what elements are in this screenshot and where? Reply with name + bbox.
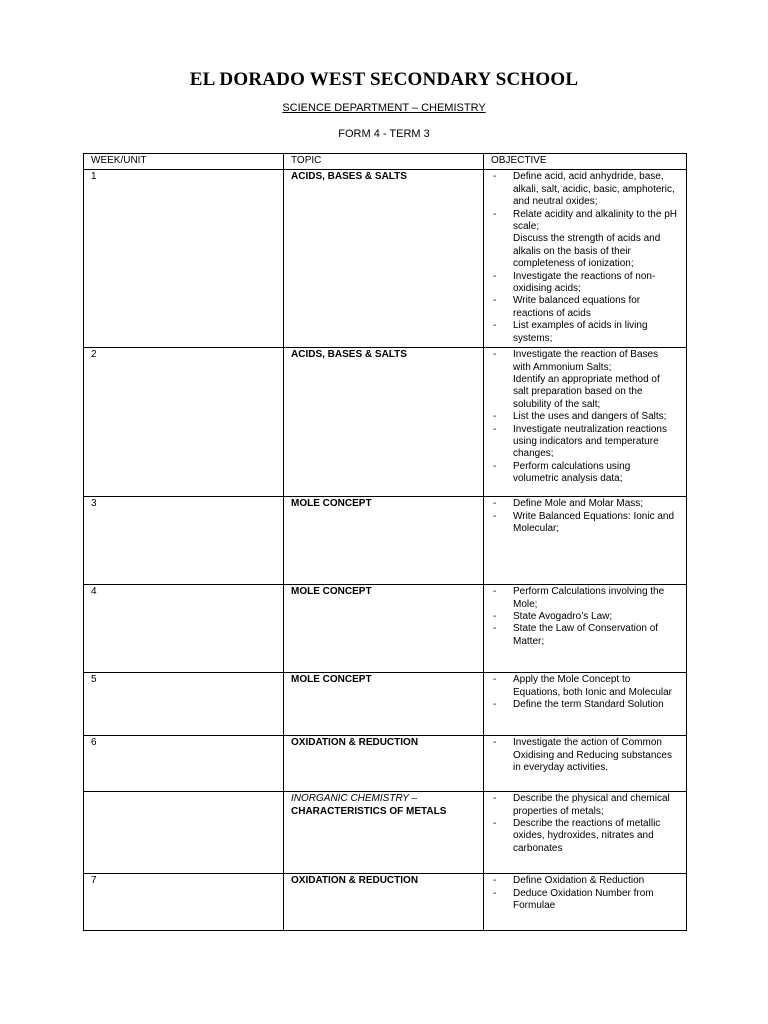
topic-cell: [284, 585, 484, 673]
dash-bullet-icon: -: [493, 887, 497, 899]
topic-label: ACIDS, BASES & SALTS: [291, 171, 407, 183]
objective-item: [491, 374, 679, 411]
dash-bullet-icon: -: [493, 349, 497, 361]
objective-text: Deduce Oxidation Number from Formulae: [513, 887, 654, 911]
objective-text: Define acid, acid anhydride, base, alkali, salt, acidic, basic, amphoteric, and neutral oxides;: [513, 171, 675, 208]
objective-text: Define Mole and Molar Mass;: [513, 498, 644, 510]
objective-cell: [484, 673, 687, 736]
objective-list: [491, 737, 679, 774]
dash-bullet-icon: -: [493, 498, 497, 510]
week-cell: 7: [84, 874, 284, 931]
department-title: SCIENCE DEPARTMENT – CHEMISTRY: [282, 102, 486, 114]
objective-item: [491, 623, 679, 648]
objective-item: [491, 511, 679, 536]
topic-label: MOLE CONCEPT: [291, 674, 372, 686]
dash-bullet-icon: -: [493, 423, 497, 435]
dash-bullet-icon: -: [493, 875, 497, 887]
objective-item: [491, 586, 679, 611]
topic-cell: [284, 874, 484, 931]
objective-text: Write Balanced Equations: Ionic and Molecular;: [513, 510, 675, 534]
objective-text: State Avogadro’s Law;: [513, 610, 613, 622]
objective-text: List the uses and dangers of Salts;: [513, 411, 667, 423]
objective-item: [491, 699, 679, 711]
objective-item: [491, 875, 679, 887]
objective-text: Apply the Mole Concept to Equations, both Ionic and Molecular: [513, 674, 672, 698]
dash-bullet-icon: -: [493, 460, 497, 472]
objective-cell: [484, 348, 687, 497]
dash-bullet-icon: -: [493, 817, 497, 829]
objective-list: [491, 674, 679, 711]
objective-item: [491, 498, 679, 510]
objective-text: Investigate the reactions of non-oxidising acids;: [513, 270, 656, 295]
week-cell: 5: [84, 673, 284, 736]
objective-item: [491, 209, 679, 234]
dash-bullet-icon: -: [493, 586, 497, 598]
week-cell: 2: [84, 348, 284, 497]
topic-label: OXIDATION & REDUCTION: [291, 737, 419, 749]
objective-item: [491, 461, 679, 486]
objective-text: Define the term Standard Solution: [513, 698, 664, 710]
dash-bullet-icon: -: [493, 674, 497, 686]
table-row: [84, 170, 687, 348]
objective-text: Describe the physical and chemical properties of metals;: [513, 793, 670, 817]
objective-text: List examples of acids in living systems;: [513, 320, 648, 344]
objective-text: Investigate the reaction of Bases with Ammonium Salts;: [513, 349, 659, 373]
topic-label: ACIDS, BASES & SALTS: [291, 349, 407, 361]
table-row: [84, 673, 687, 736]
week-cell: 3: [84, 497, 284, 585]
objective-item: [491, 233, 679, 270]
topic-label: MOLE CONCEPT: [291, 498, 372, 510]
column-header-week: WEEK/UNIT: [84, 154, 284, 170]
objective-item: [491, 411, 679, 423]
topic-cell: [284, 348, 484, 497]
objective-list: [491, 586, 679, 648]
objective-text: Investigate neutralization reactions using indicators and temperature changes;: [513, 423, 667, 460]
topic-cell: [284, 736, 484, 792]
topic-cell: [284, 170, 484, 348]
dash-bullet-icon: -: [493, 411, 497, 423]
objective-cell: [484, 736, 687, 792]
objective-text: Investigate the action of Common Oxidising and Reducing substances in everyday activities.: [513, 737, 672, 773]
topic-category-label: INORGANIC CHEMISTRY –: [291, 793, 418, 805]
objective-item: [491, 320, 679, 345]
objective-item: [491, 271, 679, 296]
dash-bullet-icon: -: [493, 320, 497, 332]
objective-item: [491, 349, 679, 374]
objective-cell: [484, 170, 687, 348]
objective-item: [491, 818, 679, 855]
topic-label: OXIDATION & REDUCTION: [291, 875, 419, 887]
objective-text: Write balanced equations for reactions of acids: [513, 295, 641, 319]
column-header-topic: TOPIC: [284, 154, 484, 170]
objective-text: Identify an appropriate method of salt preparation based on the solubility of the salt;: [513, 373, 660, 410]
table-row: [84, 585, 687, 673]
objective-item: [491, 295, 679, 320]
dash-bullet-icon: -: [493, 510, 497, 522]
school-name: EL DORADO WEST SECONDARY SCHOOL: [189, 69, 579, 90]
objective-text: Relate acidity and alkalinity to the pH scale;: [513, 208, 677, 233]
objective-text: Perform Calculations involving the Mole;: [513, 586, 665, 610]
objective-text: Describe the reactions of metallic oxides, hydroxides, nitrates and carbonates: [513, 817, 661, 854]
objective-item: [491, 611, 679, 623]
objective-list: [491, 171, 679, 345]
form-term-title: FORM 4 - TERM 3: [338, 128, 430, 140]
dash-bullet-icon: -: [493, 698, 497, 710]
table-row: [84, 874, 687, 931]
scheme-of-work-table: [83, 153, 687, 931]
dash-bullet-icon: -: [493, 270, 497, 282]
objective-list: [491, 875, 679, 912]
objective-text: State the Law of Conservation of Matter;: [513, 623, 659, 647]
week-cell: 6: [84, 736, 284, 792]
objective-cell: [484, 585, 687, 673]
column-header-objective: OBJECTIVE: [484, 154, 687, 170]
table-row: [84, 792, 687, 874]
topic-cell: [284, 792, 484, 874]
objective-text: Perform calculations using volumetric analysis data;: [513, 460, 631, 485]
dash-bullet-icon: -: [493, 295, 497, 307]
objective-cell: [484, 497, 687, 585]
objective-text: Discuss the strength of acids and alkalis on the basis of their completeness of ionization;: [513, 233, 661, 270]
objective-list: [491, 498, 679, 535]
objective-text: Define Oxidation & Reduction: [513, 875, 645, 887]
week-cell: [84, 792, 284, 874]
topic-cell: [284, 673, 484, 736]
dash-bullet-icon: -: [493, 208, 497, 220]
objective-list: [491, 349, 679, 485]
dash-bullet-icon: -: [493, 610, 497, 622]
table-row: [84, 348, 687, 497]
table-header-row: [84, 154, 687, 170]
objective-cell: [484, 792, 687, 874]
table-row: [84, 497, 687, 585]
topic-label: MOLE CONCEPT: [291, 586, 372, 598]
objective-item: [491, 674, 679, 699]
dash-bullet-icon: -: [493, 171, 497, 183]
dash-bullet-icon: -: [493, 623, 497, 635]
dash-bullet-icon: -: [493, 737, 497, 749]
week-cell: 4: [84, 585, 284, 673]
objective-list: [491, 793, 679, 855]
topic-cell: [284, 497, 484, 585]
objective-item: [491, 737, 679, 774]
objective-item: [491, 171, 679, 208]
week-cell: 1: [84, 170, 284, 348]
dash-bullet-icon: -: [493, 793, 497, 805]
objective-cell: [484, 874, 687, 931]
table-row: [84, 736, 687, 792]
objective-item: [491, 793, 679, 818]
objective-item: [491, 888, 679, 913]
topic-label: CHARACTERISTICS OF METALS: [291, 805, 447, 817]
objective-item: [491, 424, 679, 461]
